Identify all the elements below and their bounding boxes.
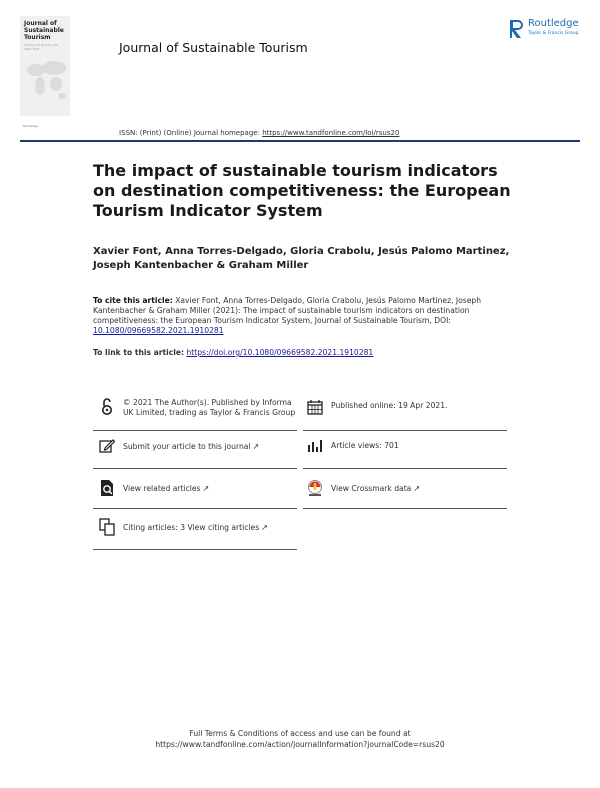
citing-articles-link[interactable]: Citing articles: 3 View citing articles	[123, 523, 260, 532]
grid-divider	[93, 508, 297, 509]
article-doi-url[interactable]: https://doi.org/10.1080/09669582.2021.1910281	[186, 348, 374, 357]
article-link-block	[93, 348, 513, 358]
related-articles-cell[interactable]	[99, 479, 299, 497]
publisher-logo	[509, 18, 589, 42]
document-search-icon	[99, 479, 115, 497]
citation-block	[93, 296, 513, 336]
related-articles-link[interactable]: View related articles	[123, 484, 201, 493]
world-map-icon	[24, 56, 68, 106]
license-cell	[99, 398, 299, 417]
bar-chart-icon	[307, 437, 323, 455]
copy-documents-icon	[99, 518, 115, 536]
published-date: Published online: 19 Apr 2021.	[331, 401, 448, 410]
cover-publisher-logo: Routledge	[23, 124, 39, 128]
open-access-icon	[99, 398, 115, 416]
cover-title: Journal of Sustainable Tourism	[24, 20, 64, 41]
submit-article-cell[interactable]	[99, 437, 299, 455]
article-views-cell	[307, 437, 507, 455]
citation-doi-link[interactable]: 10.1080/09669582.2021.1910281	[93, 326, 224, 335]
crossmark-cell[interactable]	[307, 479, 507, 497]
journal-cover	[20, 16, 70, 128]
grid-divider	[303, 430, 507, 431]
submit-article-link[interactable]: Submit your article to this journal	[123, 442, 251, 451]
grid-divider	[303, 508, 507, 509]
external-link-icon: ↗	[252, 442, 260, 451]
article-views: Article views: 701	[331, 441, 399, 450]
calendar-icon	[307, 398, 323, 416]
crossmark-icon	[307, 479, 323, 497]
crossmark-link[interactable]: View Crossmark data	[331, 484, 412, 493]
journal-name: Journal of Sustainable Tourism	[119, 40, 308, 55]
published-cell	[307, 398, 507, 416]
footer-terms-text: Full Terms & Conditions of access and use can be found at	[189, 729, 411, 738]
grid-divider	[303, 468, 507, 469]
citation-label: To cite this article:	[93, 296, 173, 305]
footer	[0, 728, 600, 750]
external-link-icon: ↗	[261, 523, 268, 532]
cover-subtitle: Volume 00 Number 00 2021 Print	[24, 43, 58, 51]
routledge-r-icon	[509, 18, 525, 40]
citation-text: Xavier Font, Anna Torres-Delgado, Gloria Crabolu, Jesús Palomo Martinez, Joseph Kantenbacher & Graham Miller (2021): The impact of sustainable tourism indicators on destination competitiveness: the European Tourism Indicator System, Journal of Sustainable Tourism, DOI:	[93, 296, 482, 325]
publisher-tagline: Taylor & Francis Group	[528, 31, 579, 36]
article-authors: Xavier Font, Anna Torres-Delgado, Gloria Crabolu, Jesús Palomo Martinez, Joseph Kantenbacher & Graham Miller	[93, 246, 510, 271]
license-text: © 2021 The Author(s). Published by Informa UK Limited, trading as Taylor & Francis Group	[123, 398, 296, 417]
external-link-icon: ↗	[413, 484, 421, 493]
publisher-name: Routledge	[528, 18, 579, 29]
issn-label: ISSN: (Print) (Online) Journal homepage:	[119, 129, 260, 137]
footer-terms-url[interactable]: https://www.tandfonline.com/action/journalInformation?journalCode=rsus20	[155, 740, 445, 749]
citing-articles-cell[interactable]	[99, 518, 299, 536]
grid-divider	[93, 549, 297, 550]
journal-homepage-link[interactable]: https://www.tandfonline.com/loi/rsus20	[262, 129, 400, 137]
edit-icon	[99, 437, 115, 455]
header-divider	[20, 140, 580, 142]
issn-line	[119, 129, 399, 137]
article-title: The impact of sustainable tourism indicators on destination competitiveness: the European Tourism Indicator System	[93, 161, 511, 220]
link-label: To link to this article:	[93, 348, 185, 357]
grid-divider	[93, 430, 297, 431]
external-link-icon: ↗	[202, 484, 210, 493]
grid-divider	[93, 468, 297, 469]
